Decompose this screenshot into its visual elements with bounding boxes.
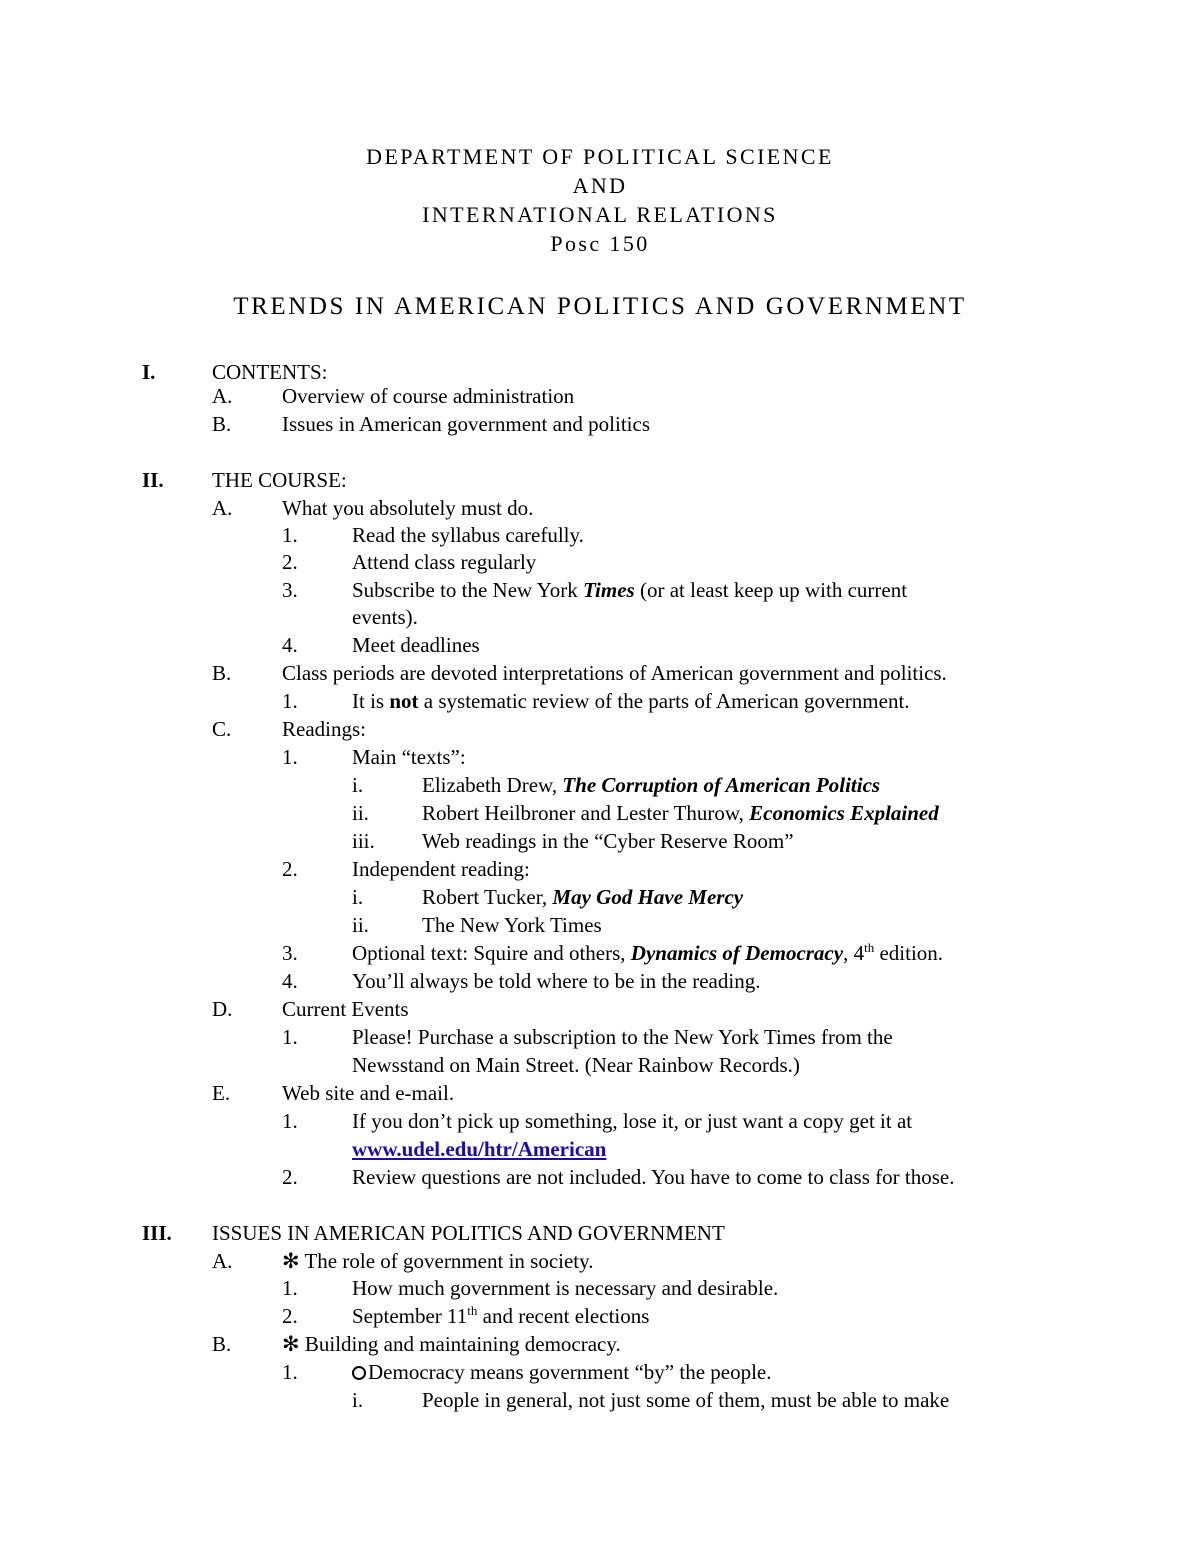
reading-text: Robert Tucker, May God Have Mercy: [422, 885, 744, 909]
reading-text: Robert Heilbroner and Lester Thurow, Economics Explained: [422, 801, 939, 825]
roman-number: i.: [352, 885, 364, 909]
subitem-number: 2.: [282, 1304, 298, 1328]
subitem-number: 2.: [282, 550, 298, 574]
asterisk-icon: ✻: [282, 1332, 300, 1356]
subitem-text: Optional text: Squire and others, Dynamics of Democracy, 4th edition.: [352, 940, 944, 965]
subitem-number: 1.: [282, 745, 298, 769]
section-title: CONTENTS:: [212, 360, 328, 384]
section-number: III.: [142, 1221, 172, 1245]
section-title: THE COURSE:: [212, 468, 347, 492]
subitem-text: Independent reading:: [352, 857, 530, 881]
section-number: I.: [142, 360, 156, 384]
subitem-text: Democracy means government “by” the people.: [352, 1360, 772, 1385]
subitem-number: 2.: [282, 857, 298, 881]
subitem-text-continued: Newsstand on Main Street. (Near Rainbow Records.): [352, 1053, 800, 1077]
subitem-text: Review questions are not included. You have to come to class for those.: [352, 1165, 955, 1189]
reading-text: The New York Times: [422, 913, 602, 937]
section-number: II.: [142, 468, 164, 492]
subitem-text: You’ll always be told where to be in the reading.: [352, 969, 761, 993]
item-label: E.: [212, 1081, 231, 1105]
item-text: Web site and e-mail.: [282, 1081, 455, 1105]
item-text: What you absolutely must do.: [282, 496, 534, 520]
course-title: TRENDS IN AMERICAN POLITICS AND GOVERNMENT: [233, 293, 967, 320]
subitem-number: 1.: [282, 1025, 298, 1049]
subitem-text: September 11th and recent elections: [352, 1303, 650, 1328]
newspaper-title: Times: [583, 578, 635, 602]
subitem-text: It is not a systematic review of the parts of American government.: [352, 689, 910, 713]
subitem-text: Main “texts”:: [352, 745, 466, 769]
item-label: A.: [212, 1249, 233, 1273]
subitem-number: 1.: [282, 523, 298, 547]
department-heading-ir: INTERNATIONAL RELATIONS: [422, 202, 778, 227]
subitem-number: 2.: [282, 1165, 298, 1189]
item-label: B.: [212, 1332, 232, 1356]
item-text: Overview of course administration: [282, 384, 575, 408]
subitem-number: 1.: [282, 689, 298, 713]
course-website-link-text[interactable]: www.udel.edu/htr/American: [352, 1137, 607, 1161]
book-title: Economics Explained: [749, 801, 939, 825]
item-text: Class periods are devoted interpretations of American government and politics.: [282, 661, 947, 685]
course-website-link[interactable]: [352, 1137, 606, 1162]
reading-text: Elizabeth Drew, The Corruption of American Politics: [422, 773, 881, 797]
roman-number: i.: [352, 773, 364, 797]
subitem-number: 3.: [282, 941, 298, 965]
item-text: Readings:: [282, 717, 366, 741]
asterisk-icon: ✻: [282, 1249, 300, 1273]
item-label: D.: [212, 997, 233, 1021]
subitem-text: Please! Purchase a subscription to the New York Times from the: [352, 1025, 893, 1049]
roman-number: ii.: [352, 801, 369, 825]
item-label: A.: [212, 496, 233, 520]
reading-text: Web readings in the “Cyber Reserve Room”: [422, 829, 794, 853]
roman-number: i.: [352, 1388, 364, 1412]
subitem-number: 1.: [282, 1276, 298, 1300]
subitem-number: 4.: [282, 969, 298, 993]
department-heading: DEPARTMENT OF POLITICAL SCIENCE: [366, 144, 834, 169]
subitem-text: Subscribe to the New York Times (or at least keep up with current: [352, 578, 908, 602]
circle-icon: [352, 1366, 366, 1380]
reading-text: People in general, not just some of them, must be able to make: [422, 1388, 950, 1412]
subitem-number: 1.: [282, 1360, 298, 1384]
item-text: Issues in American government and politics: [282, 412, 651, 436]
roman-number: ii.: [352, 913, 369, 937]
book-title: The Corruption of American Politics: [562, 773, 881, 797]
item-text: ✻ Building and maintaining democracy.: [282, 1332, 621, 1356]
item-label: B.: [212, 661, 232, 685]
subitem-text: If you don’t pick up something, lose it, or just want a copy get it at: [352, 1109, 913, 1133]
subitem-text: Attend class regularly: [352, 550, 537, 574]
roman-number: iii.: [352, 829, 375, 853]
subitem-text: Read the syllabus carefully.: [352, 523, 584, 547]
item-label: B.: [212, 412, 232, 436]
course-code: Posc 150: [550, 231, 650, 256]
subitem-number: 4.: [282, 633, 298, 657]
subitem-number: 1.: [282, 1109, 298, 1133]
subitem-text: How much government is necessary and desirable.: [352, 1276, 779, 1300]
item-label: A.: [212, 384, 233, 408]
department-heading-and: AND: [572, 173, 628, 198]
subitem-number: 3.: [282, 578, 298, 602]
section-title: ISSUES IN AMERICAN POLITICS AND GOVERNMENT: [212, 1221, 725, 1245]
item-text: ✻ The role of government in society.: [282, 1249, 594, 1273]
book-title: May God Have Mercy: [552, 885, 744, 909]
subitem-text: Meet deadlines: [352, 633, 480, 657]
subitem-text-continued: events).: [352, 605, 418, 629]
item-label: C.: [212, 717, 232, 741]
book-title: Dynamics of Democracy: [630, 941, 844, 965]
item-text: Current Events: [282, 997, 409, 1021]
